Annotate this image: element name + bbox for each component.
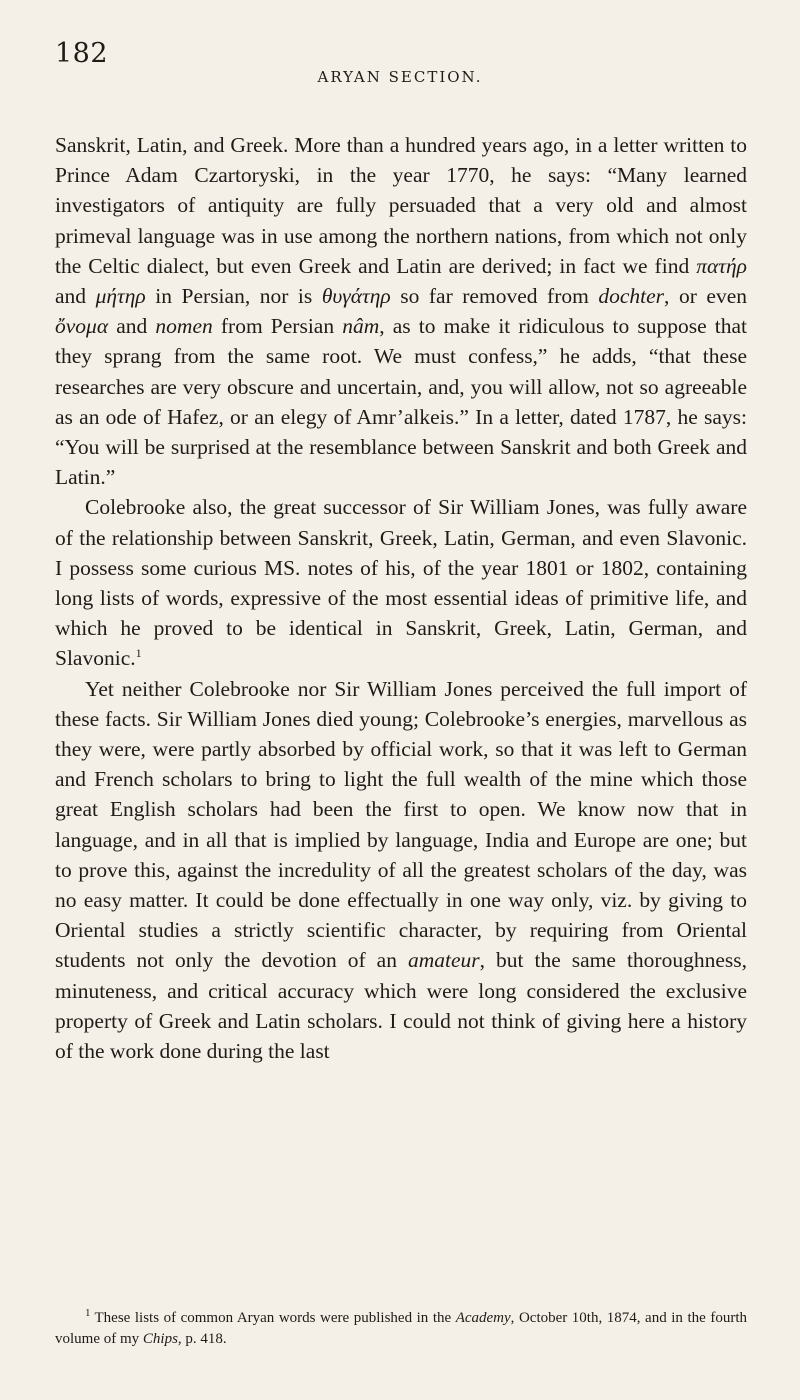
- italic-text: θυγάτηρ: [321, 284, 391, 309]
- footnote-ref: 1: [135, 646, 142, 661]
- italic-text: πατήρ: [696, 253, 747, 278]
- text-run: These lists of common Aryan words were published in the: [94, 1310, 456, 1326]
- text-run: , p. 418.: [177, 1331, 227, 1347]
- italic-text: Chips: [142, 1331, 178, 1347]
- text-run: Sanskrit, Latin, and Greek. More than a hundred years ago, in a letter written to Prince Adam Czartoryski, in the year 1770, he says: “Many learned investigators of antiquity are fully persuaded that a very old and almost primeval language was in use among the northern nations, from which not only the Celtic dialect, but even Greek and Latin are derived; in fact we find: [55, 133, 747, 278]
- text-run: in Persian, nor is: [145, 284, 322, 309]
- text-run: , but the same thoroughness, minuteness, and critical accuracy which were long considered the exclusive property of Greek and Latin scholars. I could not think of giving here a history of the work done during the last: [55, 948, 747, 1064]
- paragraph: [55, 492, 747, 673]
- text-run: , as to make it ridiculous to suppose that they sprang from the same root. We must confess,” he adds, “that these researches are very obscure and uncertain, and, you will allow, not so agreeable as an ode of Hafez, or an elegy of Amr’alkeis.” In a letter, dated 1787, he says: “You will be surprised at the resemblance between Sanskrit and both Greek and Latin.”: [55, 314, 747, 490]
- paragraph: [55, 674, 747, 1067]
- italic-text: dochter: [598, 284, 665, 309]
- italic-text: amateur: [407, 948, 480, 973]
- text-run: and: [55, 284, 96, 309]
- text-run: , October 10th, 1874, and in the fourth volume of my: [55, 1310, 747, 1347]
- paragraph: [55, 130, 747, 492]
- text-run: Yet neither Colebrooke nor Sir William Jones perceived the full import of these facts. Sir William Jones died young; Colebrooke’s energies, marvellous as they were, were partly absorbed by official work, so that it was left to German and French scholars to bring to light the full wealth of the mine which those great English scholars had been the first to open. We know now that in language, and in all that is implied by language, India and Europe are one; but to prove this, against the incredulity of all the greatest scholars of the day, was no easy matter. It could be done effectually in one way only, viz. by giving to Oriental studies a strictly scientific character, by requiring from Oriental students not only the devotion of an: [55, 676, 747, 973]
- text-run: and: [108, 314, 156, 339]
- text-run: , or even: [664, 284, 747, 309]
- body-text: [55, 130, 747, 1066]
- page-number: 182: [55, 38, 109, 69]
- footnotes: [55, 1308, 747, 1350]
- italic-text: nomen: [155, 314, 213, 339]
- footnote: [55, 1308, 747, 1350]
- italic-text: μήτηρ: [95, 284, 146, 309]
- text-run: Colebrooke also, the great successor of Sir William Jones, was fully aware of the relationship between Sanskrit, Greek, Latin, German, and even Slavonic. I possess some curious MS. notes of his, of the year 1801 or 1802, containing long lists of words, expressive of the most essential ideas of primitive life, and which he proved to be identical in Sanskrit, Greek, Latin, German, and Slavonic.: [55, 495, 747, 671]
- italic-text: ὄνομα: [55, 314, 109, 339]
- italic-text: nâm: [342, 314, 380, 339]
- section-title: ARYAN SECTION.: [317, 68, 483, 86]
- footnote-mark: 1: [85, 1307, 91, 1319]
- running-head: [55, 38, 745, 88]
- text-run: from Persian: [212, 314, 343, 339]
- text-run: so far removed from: [390, 284, 599, 309]
- italic-text: Academy: [455, 1310, 511, 1326]
